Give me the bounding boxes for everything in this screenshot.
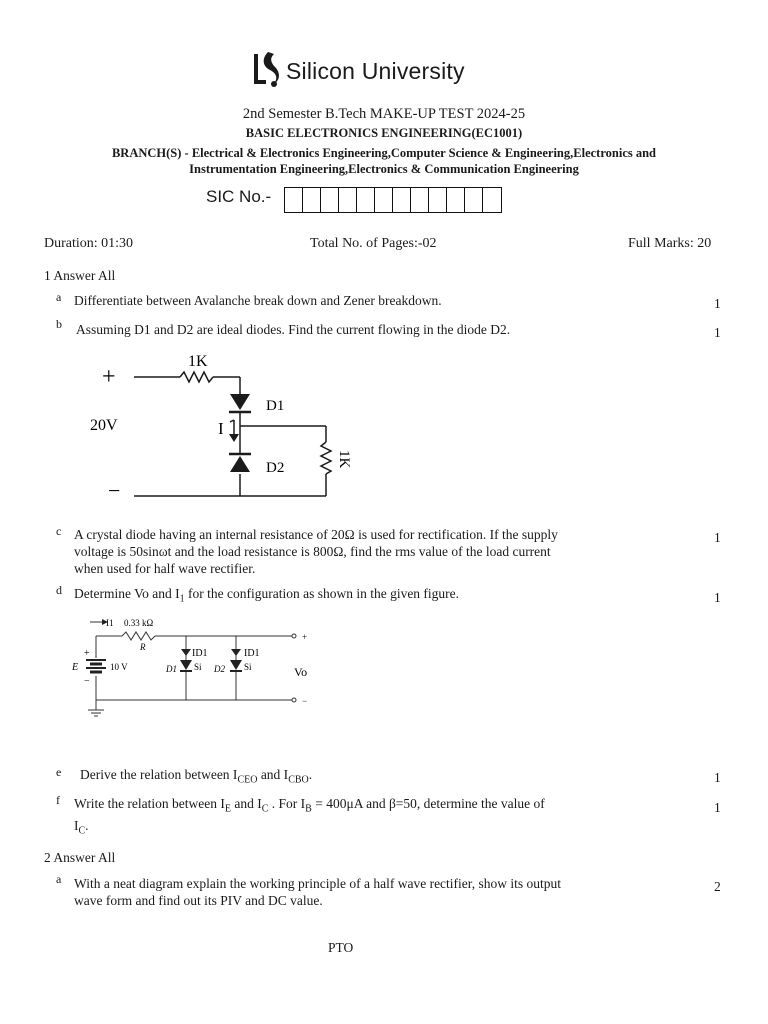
circuit2-d1-label: D1 bbox=[166, 664, 177, 674]
question-text: Differentiate between Avalanche break down and Zener breakdown. bbox=[74, 293, 442, 308]
circuit2-minus-right: − bbox=[302, 696, 308, 706]
question-text-line-1: With a neat diagram explain the working principle of a half wave rectifier, show its output bbox=[74, 876, 562, 891]
question-letter: b bbox=[56, 317, 62, 331]
sic-box bbox=[303, 188, 321, 212]
question-text-line-2: wave form and find out its PIV and DC value. bbox=[74, 893, 323, 908]
pto-label: PTO bbox=[328, 940, 354, 955]
question-mark: 1 bbox=[714, 590, 721, 605]
current-arrow-icon bbox=[181, 649, 191, 656]
circuit1-source: 20V bbox=[90, 417, 118, 434]
question-mark: 1 bbox=[714, 296, 721, 311]
circuit1-plus: + bbox=[102, 364, 116, 390]
circuit2-e-value: 10 V bbox=[110, 662, 128, 672]
current-arrow-icon bbox=[231, 649, 241, 656]
circuit1-current: I bbox=[218, 419, 224, 438]
si-diode-circuit-diagram bbox=[62, 612, 332, 722]
question-text: Determine Vo and $I_1$ for the configuration as shown in the given figure. bbox=[74, 586, 460, 605]
question-text-line-1: A crystal diode having an internal resistance of 20Ω is used for rectification. If the supply bbox=[74, 527, 558, 542]
question-letter: a bbox=[56, 290, 62, 304]
subject-title: BASIC ELECTRONICS ENGINEERING(EC1001) bbox=[245, 126, 523, 140]
question-mark: 1 bbox=[714, 800, 721, 815]
sic-label: SIC No.- bbox=[206, 187, 272, 206]
question-mark: 1 bbox=[714, 530, 721, 545]
circuit2-d2-label: D2 bbox=[214, 664, 225, 674]
circuit2-plus-right: + bbox=[302, 632, 308, 642]
question-letter: c bbox=[56, 524, 62, 538]
total-pages: Total No. of Pages:-02 bbox=[310, 236, 437, 251]
diode-circuit-diagram bbox=[88, 346, 378, 506]
circuit1-d2: D2 bbox=[266, 460, 285, 476]
university-name: Silicon University bbox=[286, 58, 465, 84]
circuit2-d1-type: Si bbox=[194, 662, 202, 672]
sic-box bbox=[357, 188, 375, 212]
circuit2-resistor-value: 0.33 kΩ bbox=[124, 618, 154, 628]
circuit1-r-side: 1K bbox=[336, 450, 352, 469]
sic-box bbox=[339, 188, 357, 212]
circuit2-minus-left: − bbox=[84, 676, 90, 687]
question-text-line-2: $I_C$. bbox=[74, 818, 89, 837]
full-marks: Full Marks: 20 bbox=[628, 236, 712, 251]
university-logo-icon bbox=[248, 48, 288, 92]
circuit2-e-label: E bbox=[72, 662, 79, 673]
question-letter: a bbox=[56, 872, 62, 886]
sic-box bbox=[447, 188, 465, 212]
circuit2-d2-type: Si bbox=[244, 662, 252, 672]
question-text: Derive the relation between $I_{CEO}$ and $I_{CBO}$. bbox=[80, 767, 313, 786]
sic-box bbox=[393, 188, 411, 212]
sic-box bbox=[465, 188, 483, 212]
question-letter: e bbox=[56, 765, 62, 779]
section-1-title: 1 Answer All bbox=[44, 268, 116, 283]
sic-box bbox=[411, 188, 429, 212]
current-arrow-icon bbox=[229, 434, 239, 442]
sic-box bbox=[429, 188, 447, 212]
question-text-line-3: when used for half wave rectifier. bbox=[74, 561, 256, 576]
circuit2-i1: I1 bbox=[106, 618, 114, 628]
circuit2-plus-left: + bbox=[84, 648, 90, 659]
question-mark: 2 bbox=[714, 879, 721, 894]
sic-box bbox=[375, 188, 393, 212]
circuit2-id1-b: ID1 bbox=[244, 648, 260, 659]
question-letter: d bbox=[56, 583, 62, 597]
question-letter: f bbox=[56, 793, 60, 807]
duration: Duration: 01:30 bbox=[44, 236, 134, 251]
section-2-title: 2 Answer All bbox=[44, 850, 116, 865]
sic-box bbox=[321, 188, 339, 212]
exam-title: 2nd Semester B.Tech MAKE-UP TEST 2024-25 bbox=[242, 106, 526, 122]
sic-box bbox=[483, 188, 501, 212]
sic-number-boxes bbox=[284, 187, 502, 213]
circuit1-r-top: 1K bbox=[188, 353, 208, 370]
question-text: Assuming D1 and D2 are ideal diodes. Find the current flowing in the diode D2. bbox=[76, 322, 511, 337]
circuit2-vo: Vo bbox=[294, 665, 308, 679]
question-mark: 1 bbox=[714, 325, 721, 340]
circuit1-d1: D1 bbox=[266, 398, 285, 414]
question-text-line-1: Write the relation between $I_E$ and $I_C$ . For $I_B = 400\mu A$ and β=50, determine the value of bbox=[74, 796, 545, 815]
sic-box bbox=[285, 188, 303, 212]
circuit2-id1-a: ID1 bbox=[192, 648, 208, 659]
question-text-line-2: voltage is 50sinωt and the load resistance is 800Ω, find the rms value of the load current bbox=[74, 544, 551, 559]
branch-line-2: Instrumentation Engineering,Electronics & Communication Engineering bbox=[189, 162, 579, 176]
circuit1-minus: − bbox=[108, 478, 121, 503]
question-mark: 1 bbox=[714, 770, 721, 785]
circuit2-r-label: R bbox=[140, 642, 146, 652]
branch-line-1: BRANCH(S) - Electrical & Electronics Engineering,Computer Science & Engineering,Electronics and bbox=[111, 146, 657, 160]
